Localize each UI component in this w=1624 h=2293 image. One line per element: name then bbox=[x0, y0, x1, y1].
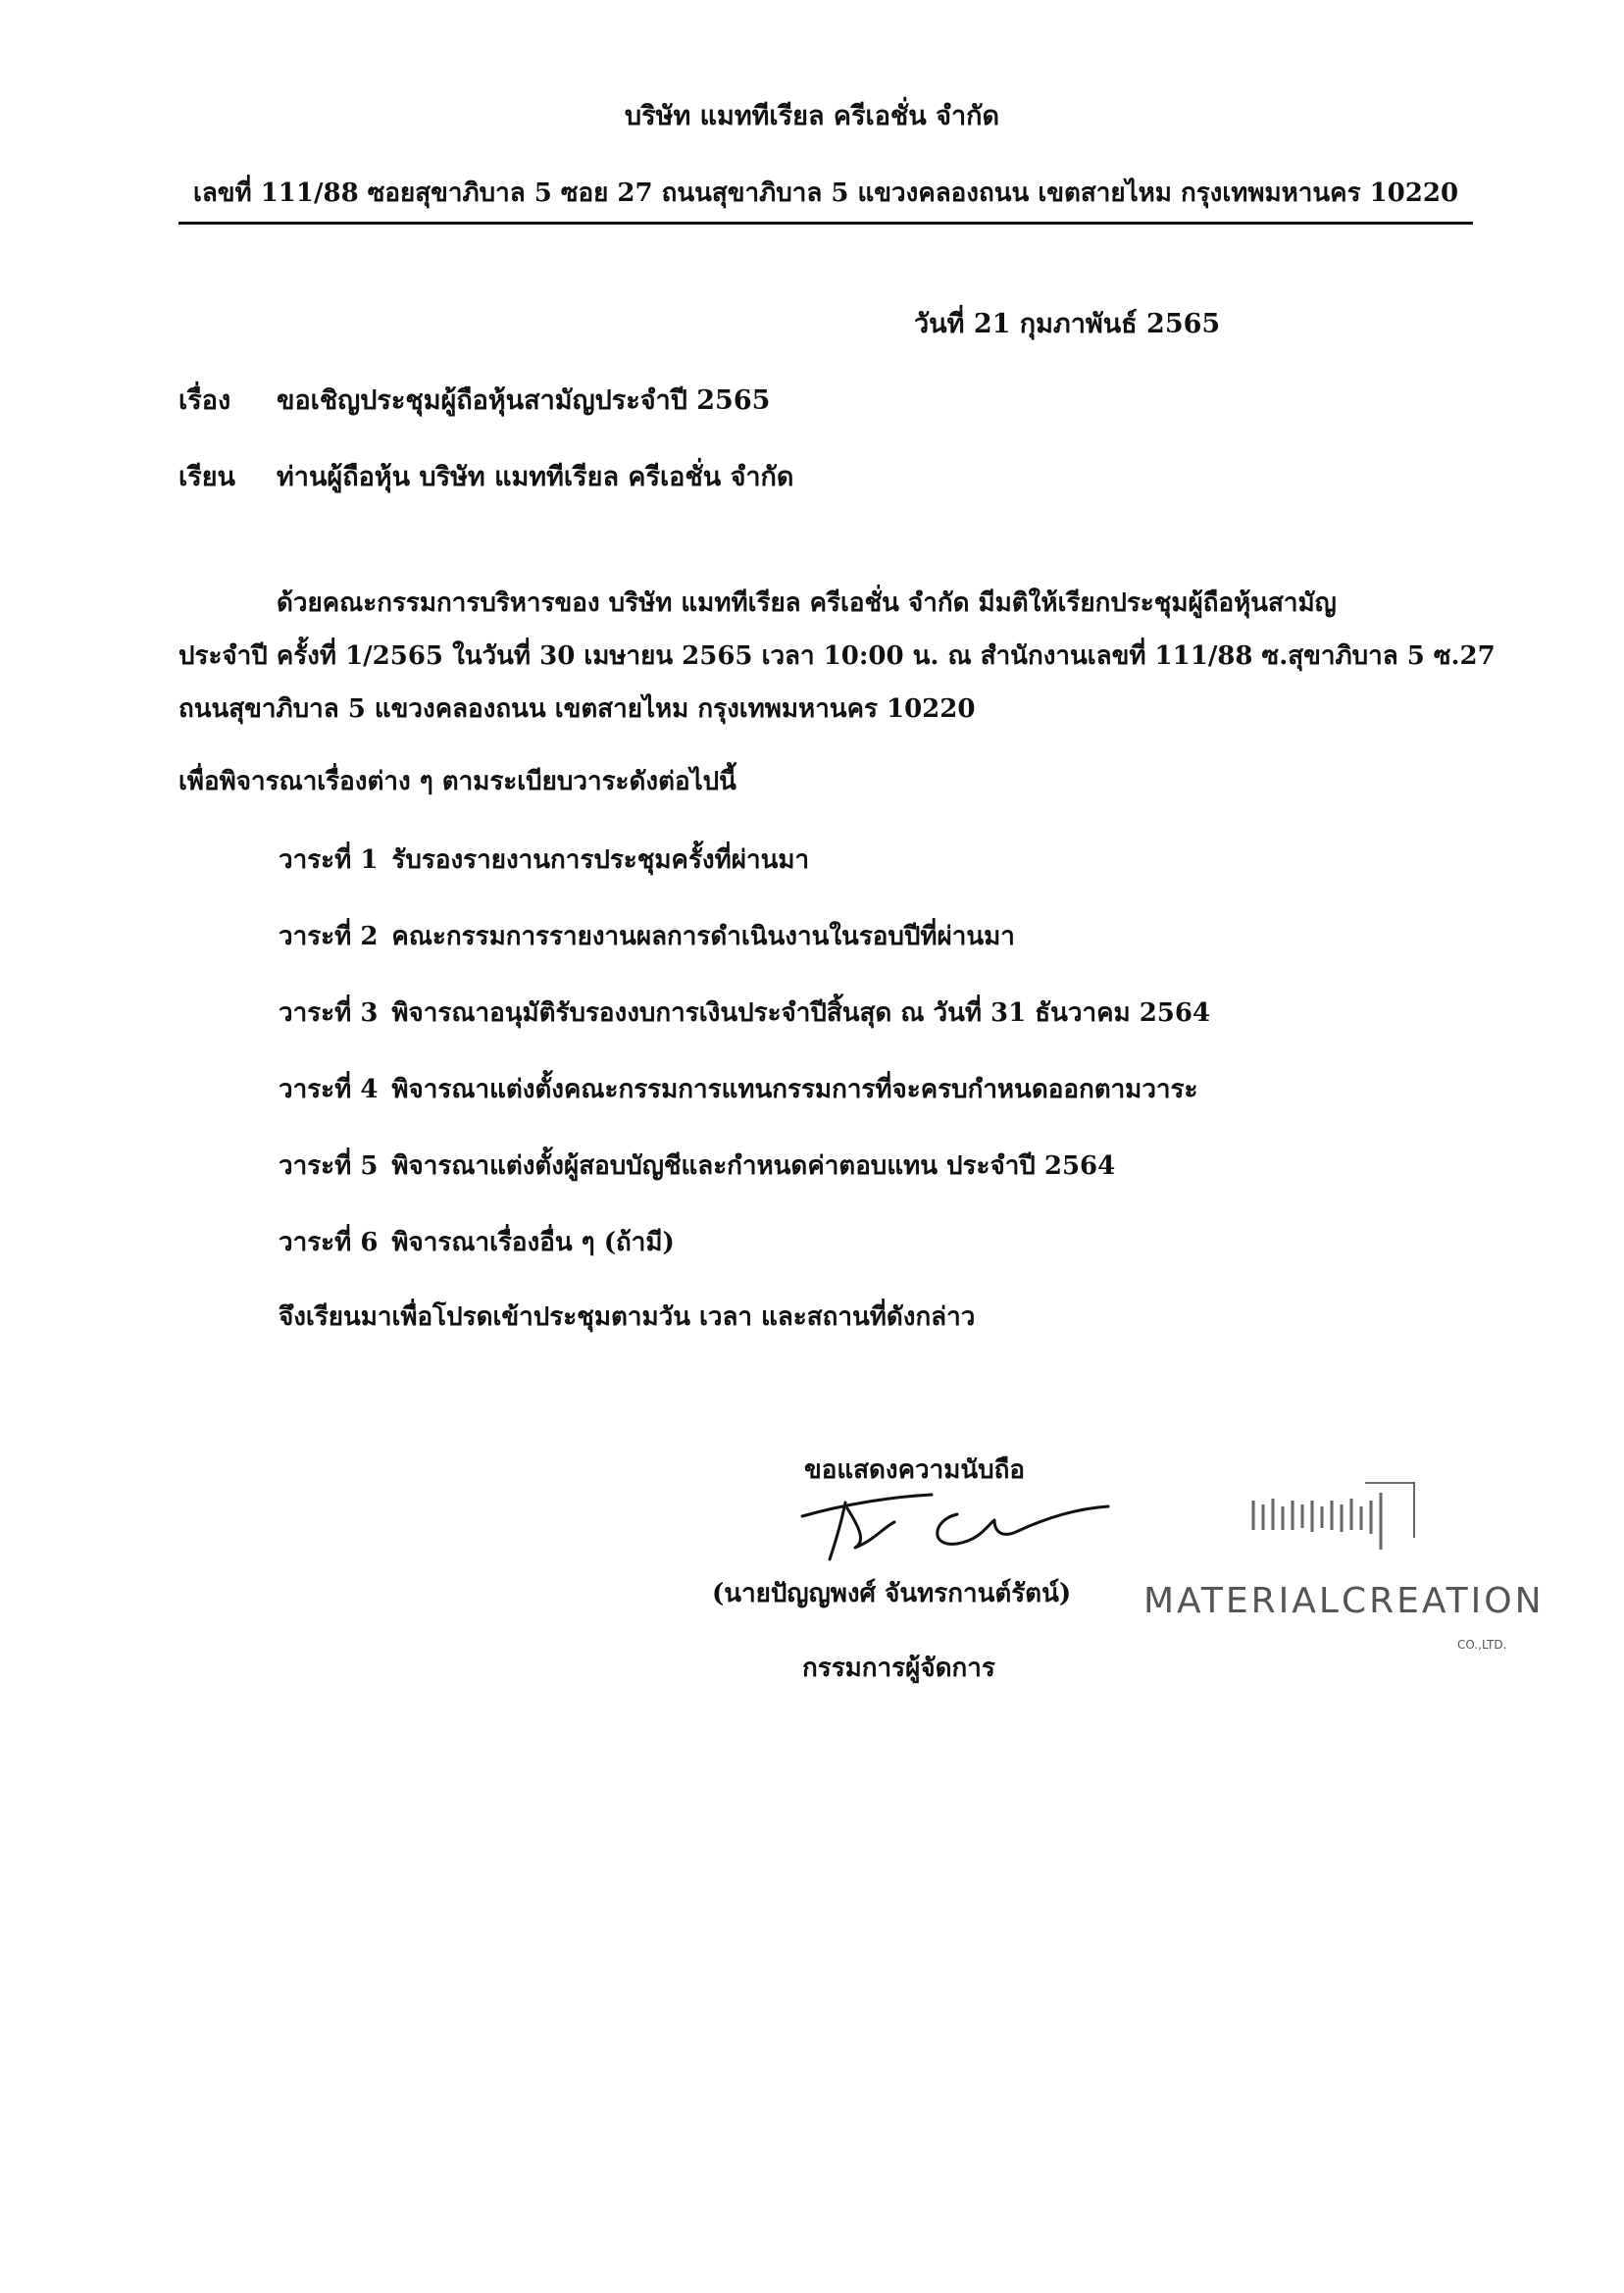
agenda-text: พิจารณาแต่งตั้งคณะกรรมการแทนกรรมการที่จะครบกำหนดออกตามวาระ bbox=[391, 1075, 1198, 1104]
agenda-text: พิจารณาเรื่องอื่น ๆ (ถ้ามี) bbox=[391, 1228, 675, 1257]
company-logo-subtext: CO.,LTD. bbox=[1457, 1638, 1507, 1652]
recipient-row bbox=[178, 455, 793, 497]
handwritten-signature bbox=[785, 1479, 1118, 1567]
agenda-item bbox=[279, 1222, 675, 1262]
recipient-text: ท่านผู้ถือหุ้น บริษัท แมททีเรียล ครีเอชั่น จำกัด bbox=[277, 462, 794, 492]
regards-text: ขอแสดงความนับถือ bbox=[804, 1455, 1025, 1485]
agenda-number: วาระที่ 5 bbox=[279, 1151, 379, 1181]
agenda-text: พิจารณาแต่งตั้งผู้สอบบัญชีและกำหนดค่าตอบแทน ประจำปี 2564 bbox=[391, 1151, 1116, 1181]
body-line-4: เพื่อพิจารณาเรื่องต่าง ๆ ตามระเบียบวาระดังต่อไปนี้ bbox=[178, 767, 736, 796]
agenda-item bbox=[279, 840, 809, 880]
body-line-2: ประจำปี ครั้งที่ 1/2565 ในวันที่ 30 เมษายน 2565 เวลา 10:00 น. ณ สำนักงานเลขที่ 111/88 ซ.สุขาภิบาล 5 ซ.27 bbox=[178, 641, 1496, 671]
agenda-number: วาระที่ 4 bbox=[279, 1075, 379, 1104]
company-logo-text: MATERIALCREATION bbox=[1143, 1581, 1545, 1621]
agenda-text: พิจารณาอนุมัติรับรองงบการเงินประจำปีสิ้นสุด ณ วันที่ 31 ธันวาคม 2564 bbox=[391, 998, 1211, 1028]
agenda-text: รับรองรายงานการประชุมครั้งที่ผ่านมา bbox=[391, 845, 810, 875]
recipient-label: เรียน bbox=[178, 462, 236, 492]
signer-title: กรรมการผู้จัดการ bbox=[802, 1654, 995, 1683]
agenda-item bbox=[279, 1069, 1197, 1109]
body-line-1: ด้วยคณะกรรมการบริหารของ บริษัท แมททีเรียล ครีเอชั่น จำกัด มีมติให้เรียกประชุมผู้ถือหุ้นสามัญ bbox=[277, 588, 1337, 618]
company-address: เลขที่ 111/88 ซอยสุขาภิบาล 5 ซอย 27 ถนนสุขาภิบาล 5 แขวงคลองถนน เขตสายไหม กรุงเทพมหานคร 10220 bbox=[192, 178, 1459, 208]
header-divider bbox=[178, 222, 1473, 225]
body-line-3: ถนนสุขาภิบาล 5 แขวงคลองถนน เขตสายไหม กรุงเทพมหานคร 10220 bbox=[178, 694, 976, 724]
company-name: บริษัท แมททีเรียล ครีเอชั่น จำกัด bbox=[625, 101, 999, 131]
agenda-item bbox=[279, 916, 1015, 956]
agenda-number: วาระที่ 1 bbox=[279, 845, 379, 875]
agenda-item bbox=[279, 993, 1210, 1033]
signer-name: (นายปัญญพงศ์ จันทรกานต์รัตน์) bbox=[712, 1579, 1072, 1608]
agenda-number: วาระที่ 6 bbox=[279, 1228, 379, 1257]
agenda-number: วาระที่ 3 bbox=[279, 998, 379, 1028]
agenda-item bbox=[279, 1146, 1115, 1186]
subject-row bbox=[178, 379, 770, 421]
closing-line: จึงเรียนมาเพื่อโปรดเข้าประชุมตามวัน เวลา และสถานที่ดังกล่าว bbox=[279, 1302, 976, 1332]
agenda-text: คณะกรรมการรายงานผลการดำเนินงานในรอบปีที่ผ่านมา bbox=[391, 922, 1015, 951]
letter-date: วันที่ 21 กุมภาพันธ์ 2565 bbox=[914, 309, 1221, 339]
subject-text: ขอเชิญประชุมผู้ถือหุ้นสามัญประจำปี 2565 bbox=[277, 385, 771, 416]
subject-label: เรื่อง bbox=[178, 385, 231, 416]
agenda-number: วาระที่ 2 bbox=[279, 922, 379, 951]
company-logo-icon bbox=[1247, 1471, 1444, 1559]
